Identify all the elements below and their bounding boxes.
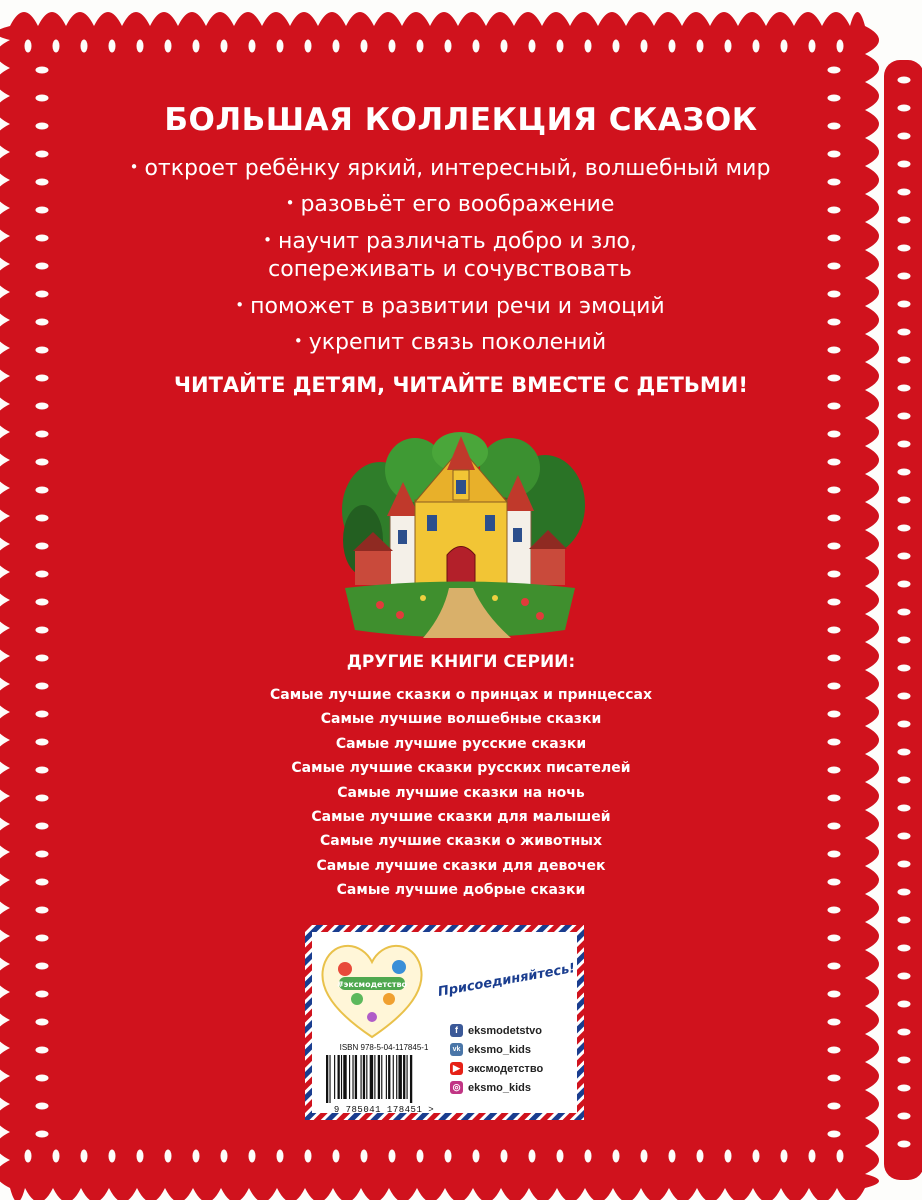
lace-hole <box>193 40 200 53</box>
benefit-text: научит различать добро и зло, <box>277 229 637 254</box>
lace-hole <box>445 40 452 53</box>
barcode-bar <box>378 1055 380 1099</box>
lace-hole <box>445 1150 452 1163</box>
lace-hole <box>898 1057 911 1064</box>
lace-hole <box>828 907 841 914</box>
lace-hole <box>36 347 49 354</box>
barcode-bar <box>349 1055 350 1099</box>
lace-hole <box>898 1085 911 1092</box>
lace-hole <box>53 1150 60 1163</box>
envelope-card <box>305 925 584 1120</box>
barcode-bar <box>363 1055 365 1099</box>
lace-hole <box>417 40 424 53</box>
series-title: ДРУГИЕ КНИГИ СЕРИИ: <box>346 652 576 672</box>
lace-hole <box>36 991 49 998</box>
lace-hole <box>361 40 368 53</box>
series-item: Самые лучшие русские сказки <box>335 735 587 752</box>
lace-hole <box>898 917 911 924</box>
lace-hole <box>837 1150 844 1163</box>
lace-hole <box>36 403 49 410</box>
barcode-bar <box>338 1055 340 1099</box>
lace-hole <box>898 945 911 952</box>
heart-logo <box>317 937 427 1042</box>
join-label: Присоединяйтесь! <box>436 960 577 1000</box>
barcode-bar <box>396 1055 397 1099</box>
lace-hole <box>36 95 49 102</box>
lace-hole <box>837 40 844 53</box>
lace-hole <box>697 40 704 53</box>
barcode-bar <box>410 1055 412 1103</box>
lace-hole <box>828 1019 841 1026</box>
lace-hole <box>828 963 841 970</box>
next-page-edge <box>884 60 922 1180</box>
social-handle: эксмодетство <box>468 1062 544 1075</box>
barcode-bar <box>341 1055 342 1099</box>
lace-hole <box>898 161 911 168</box>
barcode-bar <box>403 1055 405 1099</box>
lace-hole <box>781 40 788 53</box>
barcode-bar <box>370 1055 373 1099</box>
lace-hole <box>137 40 144 53</box>
lace-hole <box>828 515 841 522</box>
facebook-icon: f <box>450 1024 463 1037</box>
lace-hole <box>36 543 49 550</box>
lace-hole <box>898 581 911 588</box>
lace-hole <box>828 543 841 550</box>
barcode-bar <box>393 1055 394 1099</box>
lace-hole <box>36 1131 49 1138</box>
lace-hole <box>193 1150 200 1163</box>
social-youtube[interactable] <box>450 1061 543 1076</box>
lace-hole <box>828 571 841 578</box>
barcode-bar <box>352 1055 353 1099</box>
barcode-bar <box>334 1055 335 1099</box>
lace-hole <box>828 1047 841 1054</box>
series-item: Самые лучшие добрые сказки <box>336 882 586 899</box>
lace-hole <box>36 487 49 494</box>
lace-hole <box>641 1150 648 1163</box>
lace-hole <box>725 40 732 53</box>
lace-hole <box>613 40 620 53</box>
lace-hole <box>501 40 508 53</box>
lace-hole <box>898 497 911 504</box>
slogan: ЧИТАЙТЕ ДЕТЯМ, ЧИТАЙТЕ ВМЕСТЕ С ДЕТЬМИ! <box>174 373 748 397</box>
barcode-bar <box>361 1055 362 1099</box>
lace-hole <box>165 40 172 53</box>
barcode-bar <box>407 1055 408 1099</box>
instagram-icon: ◎ <box>450 1081 463 1094</box>
lace-hole <box>898 329 911 336</box>
lace-hole <box>25 1150 32 1163</box>
lace-hole <box>36 67 49 74</box>
lace-hole <box>53 40 60 53</box>
lace-hole <box>898 525 911 532</box>
lace-hole <box>36 1103 49 1110</box>
lace-hole <box>221 1150 228 1163</box>
lace-hole <box>828 1075 841 1082</box>
lace-hole <box>898 1001 911 1008</box>
lace-hole <box>828 459 841 466</box>
lace-hole <box>81 1150 88 1163</box>
benefit-item <box>60 288 840 324</box>
barcode-bar <box>326 1055 328 1103</box>
benefits-list <box>60 150 840 360</box>
lace-hole <box>36 179 49 186</box>
lace-hole <box>669 40 676 53</box>
youtube-icon: ▶ <box>450 1062 463 1075</box>
lace-hole <box>165 1150 172 1163</box>
lace-hole <box>828 935 841 942</box>
lace-hole <box>36 963 49 970</box>
lace-hole <box>36 1047 49 1054</box>
lace-hole <box>828 1103 841 1110</box>
benefit-text: поможет в развитии речи и эмоций <box>250 294 665 319</box>
series-list <box>0 683 922 903</box>
social-handle: eksmodetstvo <box>468 1024 542 1037</box>
lace-hole <box>828 67 841 74</box>
lace-hole <box>697 1150 704 1163</box>
lace-hole <box>249 1150 256 1163</box>
lace-hole <box>81 40 88 53</box>
lace-hole <box>501 1150 508 1163</box>
lace-hole <box>828 599 841 606</box>
lace-hole <box>249 40 256 53</box>
barcode-bar <box>329 1055 330 1103</box>
barcode-digits: 9 785041 178451 > <box>333 1105 435 1115</box>
lace-hole <box>36 459 49 466</box>
lace-hole <box>828 403 841 410</box>
lace-hole <box>25 40 32 53</box>
benefit-item <box>60 186 840 222</box>
lace-hole <box>36 291 49 298</box>
barcode-bar <box>398 1055 401 1099</box>
lace-hole <box>333 40 340 53</box>
lace-hole <box>898 301 911 308</box>
benefit-item <box>60 324 840 360</box>
series-item: Самые лучшие сказки для девочек <box>316 857 606 874</box>
lace-hole <box>36 431 49 438</box>
series-item: Самые лучшие сказки на ночь <box>337 784 585 801</box>
lace-hole <box>898 553 911 560</box>
lace-hole <box>36 235 49 242</box>
castle-illustration <box>335 430 585 640</box>
barcode-bar <box>388 1055 390 1099</box>
bullet-mark: • <box>129 158 139 176</box>
series-item: Самые лучшие сказки для малышей <box>311 809 611 826</box>
series-item: Самые лучшие сказки о принцах и принцессах <box>269 687 652 703</box>
page-title: БОЛЬШАЯ КОЛЛЕКЦИЯ СКАЗОК <box>164 102 758 138</box>
barcode-bar <box>366 1055 367 1099</box>
lace-hole <box>898 413 911 420</box>
lace-hole <box>809 1150 816 1163</box>
lace-hole <box>898 441 911 448</box>
lace-hole <box>277 1150 284 1163</box>
barcode-bar <box>355 1055 357 1099</box>
lace-hole <box>36 599 49 606</box>
lace-hole <box>473 40 480 53</box>
lace-hole <box>725 1150 732 1163</box>
lace-hole <box>36 571 49 578</box>
lace-hole <box>753 40 760 53</box>
lace-hole <box>898 637 911 644</box>
lace-hole <box>36 319 49 326</box>
lace-hole <box>809 40 816 53</box>
lace-hole <box>557 1150 564 1163</box>
lace-hole <box>36 151 49 158</box>
series-item: Самые лучшие сказки русских писателей <box>291 760 631 777</box>
lace-hole <box>828 627 841 634</box>
lace-hole <box>36 1075 49 1082</box>
social-handle: eksmo_kids <box>468 1043 531 1056</box>
lace-hole <box>305 40 312 53</box>
benefit-item <box>60 226 840 284</box>
social-instagram[interactable] <box>450 1080 531 1095</box>
lace-hole <box>36 1019 49 1026</box>
lace-hole <box>898 1141 911 1148</box>
lace-hole <box>333 1150 340 1163</box>
lace-hole <box>828 95 841 102</box>
lace-hole <box>898 217 911 224</box>
benefit-text: откроет ребёнку яркий, интересный, волшебный мир <box>144 156 771 181</box>
lace-hole <box>669 1150 676 1163</box>
lace-hole <box>828 1131 841 1138</box>
lace-hole <box>389 1150 396 1163</box>
lace-hole <box>36 935 49 942</box>
bullet-mark: • <box>263 231 272 249</box>
bullet-mark: • <box>235 296 245 314</box>
lace-hole <box>641 40 648 53</box>
lace-hole <box>473 1150 480 1163</box>
lace-hole <box>137 1150 144 1163</box>
barcode-bar <box>381 1055 382 1099</box>
isbn-label: ISBN 978-5-04-117845-1 <box>339 1043 429 1052</box>
lace-hole <box>898 77 911 84</box>
lace-hole <box>585 1150 592 1163</box>
social-handle: eksmo_kids <box>468 1081 531 1094</box>
lace-hole <box>898 609 911 616</box>
barcode-bar <box>386 1055 387 1099</box>
lace-hole <box>36 515 49 522</box>
series-item: Самые лучшие сказки о животных <box>320 833 602 850</box>
lace-hole <box>898 1113 911 1120</box>
lace-hole <box>529 40 536 53</box>
lace-hole <box>898 273 911 280</box>
lace-hole <box>557 40 564 53</box>
lace-hole <box>613 1150 620 1163</box>
lace-hole <box>109 1150 116 1163</box>
lace-hole <box>277 40 284 53</box>
lace-hole <box>221 40 228 53</box>
lace-hole <box>36 907 49 914</box>
lace-hole <box>898 1029 911 1036</box>
benefit-text: укрепит связь поколений <box>308 330 607 355</box>
social-vk[interactable] <box>450 1042 531 1057</box>
barcode <box>324 1055 444 1103</box>
lace-hole <box>305 1150 312 1163</box>
barcode-bar <box>343 1055 346 1099</box>
lace-hole <box>898 469 911 476</box>
bullet-mark: • <box>293 332 303 350</box>
lace-hole <box>828 991 841 998</box>
lace-hole <box>781 1150 788 1163</box>
lace-hole <box>898 973 911 980</box>
lace-hole <box>36 263 49 270</box>
barcode-bar <box>374 1055 375 1099</box>
lace-hole <box>417 1150 424 1163</box>
lace-hole <box>898 189 911 196</box>
lace-hole <box>361 1150 368 1163</box>
lace-hole <box>529 1150 536 1163</box>
benefit-text: разовьёт его воображение <box>300 192 615 217</box>
lace-hole <box>898 357 911 364</box>
benefit-text-continued: сопереживать и сочувствовать <box>268 257 632 282</box>
lace-hole <box>828 487 841 494</box>
lace-hole <box>389 40 396 53</box>
vk-icon: vk <box>450 1043 463 1056</box>
benefit-item <box>60 150 840 186</box>
hashtag-text: #эксмодетство <box>336 980 408 989</box>
bullet-mark: • <box>285 194 295 212</box>
lace-hole <box>109 40 116 53</box>
lace-hole <box>585 40 592 53</box>
lace-hole <box>36 627 49 634</box>
lace-hole <box>753 1150 760 1163</box>
lace-hole <box>898 245 911 252</box>
social-facebook[interactable] <box>450 1023 542 1038</box>
lace-hole <box>828 431 841 438</box>
lace-hole <box>36 207 49 214</box>
series-item: Самые лучшие волшебные сказки <box>320 711 602 728</box>
